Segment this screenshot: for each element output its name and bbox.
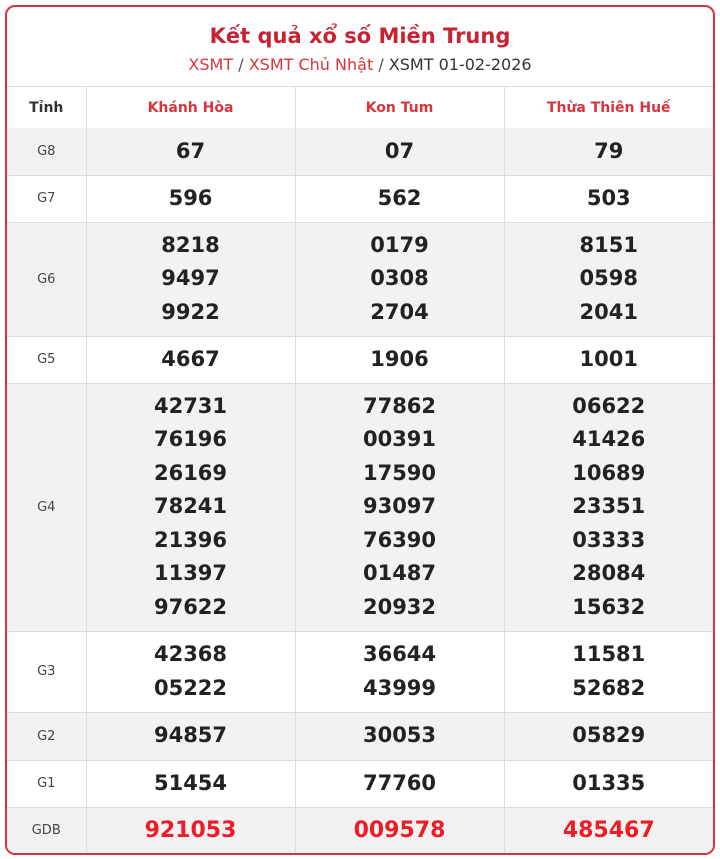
table-row bbox=[7, 631, 713, 712]
result-number: 42731 bbox=[153, 393, 228, 418]
result-number: 15632 bbox=[572, 594, 646, 619]
result-cell bbox=[504, 383, 713, 631]
result-cell bbox=[295, 631, 504, 712]
result-cell bbox=[504, 760, 713, 807]
result-number: 17590 bbox=[362, 460, 437, 485]
header-province-label: Tỉnh bbox=[7, 87, 86, 128]
table-row bbox=[7, 760, 713, 807]
results-body bbox=[7, 128, 713, 854]
result-number: 51454 bbox=[153, 770, 228, 795]
table-row bbox=[7, 383, 713, 631]
result-cell bbox=[504, 128, 713, 175]
prize-label: G8 bbox=[7, 128, 86, 175]
prize-label: G3 bbox=[7, 631, 86, 712]
result-number: 8151 bbox=[579, 232, 638, 257]
result-number: 1906 bbox=[370, 346, 429, 371]
result-number: 11397 bbox=[153, 561, 228, 586]
result-cell bbox=[295, 128, 504, 175]
result-number: 01335 bbox=[572, 770, 646, 795]
prize-label: G6 bbox=[7, 222, 86, 336]
result-number: 67 bbox=[175, 138, 206, 163]
result-cell bbox=[504, 631, 713, 712]
result-cell bbox=[504, 336, 713, 383]
result-number: 11581 bbox=[572, 642, 646, 666]
breadcrumb-link-xsmt[interactable]: XSMT bbox=[188, 55, 234, 74]
result-number: 43999 bbox=[362, 675, 437, 700]
result-number: 77862 bbox=[362, 393, 437, 418]
result-number: 2041 bbox=[579, 299, 638, 324]
results-card bbox=[5, 5, 715, 855]
result-number: 20932 bbox=[362, 594, 437, 619]
prize-label: G1 bbox=[7, 760, 86, 807]
prize-label: G5 bbox=[7, 336, 86, 383]
result-cell bbox=[295, 175, 504, 222]
result-number: 78241 bbox=[153, 494, 228, 519]
table-row bbox=[7, 807, 713, 854]
result-cell bbox=[295, 760, 504, 807]
result-cell bbox=[295, 712, 504, 760]
result-number: 562 bbox=[377, 185, 422, 210]
result-number: 36644 bbox=[362, 642, 437, 666]
result-number: 79 bbox=[594, 138, 624, 163]
result-cell bbox=[86, 631, 295, 712]
result-cell bbox=[86, 175, 295, 222]
result-number: 0179 bbox=[370, 232, 429, 257]
result-number: 41426 bbox=[572, 427, 646, 452]
breadcrumb-separator: / bbox=[378, 55, 384, 74]
result-cell bbox=[86, 222, 295, 336]
table-header-row bbox=[7, 87, 713, 128]
province-header-khanh-hoa[interactable]: Khánh Hòa bbox=[86, 87, 295, 128]
result-number: 94857 bbox=[153, 723, 228, 748]
result-number: 28084 bbox=[572, 561, 646, 586]
result-number: 07 bbox=[384, 138, 415, 163]
province-header-thua-thien-hue[interactable]: Thừa Thiên Huế bbox=[504, 87, 713, 128]
result-number: 0598 bbox=[579, 266, 638, 291]
result-cell bbox=[86, 760, 295, 807]
special-prize-number: 921053 bbox=[144, 818, 237, 843]
prize-label: G2 bbox=[7, 712, 86, 760]
result-number: 76196 bbox=[153, 427, 228, 452]
breadcrumb-current: XSMT 01-02-2026 bbox=[388, 55, 532, 74]
result-number: 0308 bbox=[370, 266, 429, 291]
result-cell bbox=[295, 336, 504, 383]
prize-label: GDB bbox=[7, 807, 86, 854]
result-cell bbox=[86, 807, 295, 854]
breadcrumb-link-xsmt-chu-nhat[interactable]: XSMT Chủ Nhật bbox=[248, 55, 374, 74]
province-header-kon-tum[interactable]: Kon Tum bbox=[295, 87, 504, 128]
result-cell bbox=[504, 807, 713, 854]
result-number: 21396 bbox=[153, 527, 228, 552]
result-cell bbox=[295, 807, 504, 854]
result-cell bbox=[86, 383, 295, 631]
result-number: 97622 bbox=[153, 594, 228, 619]
result-cell bbox=[86, 128, 295, 175]
result-number: 76390 bbox=[362, 527, 437, 552]
table-row bbox=[7, 128, 713, 175]
result-number: 4667 bbox=[161, 346, 220, 371]
result-cell bbox=[504, 175, 713, 222]
result-number: 1001 bbox=[579, 346, 638, 371]
result-number: 52682 bbox=[572, 675, 646, 700]
result-cell bbox=[86, 336, 295, 383]
special-prize-number: 485467 bbox=[562, 818, 655, 843]
result-number: 9922 bbox=[161, 299, 220, 324]
special-prize-number: 009578 bbox=[353, 818, 446, 843]
result-number: 93097 bbox=[362, 494, 437, 519]
result-number: 00391 bbox=[362, 427, 437, 452]
result-cell bbox=[295, 383, 504, 631]
result-number: 8218 bbox=[161, 232, 220, 257]
breadcrumb-separator: / bbox=[238, 55, 244, 74]
prize-label: G4 bbox=[7, 383, 86, 631]
result-number: 9497 bbox=[161, 266, 220, 291]
result-cell bbox=[295, 222, 504, 336]
result-number: 2704 bbox=[370, 299, 429, 324]
result-number: 06622 bbox=[572, 393, 646, 418]
result-number: 05222 bbox=[153, 675, 228, 700]
result-cell bbox=[504, 712, 713, 760]
result-cell bbox=[504, 222, 713, 336]
prize-label: G7 bbox=[7, 175, 86, 222]
results-header bbox=[7, 7, 713, 87]
result-number: 77760 bbox=[362, 770, 437, 795]
result-number: 23351 bbox=[572, 494, 646, 519]
result-number: 30053 bbox=[362, 723, 437, 748]
result-number: 26169 bbox=[153, 460, 228, 485]
table-row bbox=[7, 712, 713, 760]
results-table bbox=[7, 87, 713, 854]
table-row bbox=[7, 175, 713, 222]
result-number: 42368 bbox=[153, 642, 228, 666]
result-number: 596 bbox=[168, 185, 213, 210]
table-row bbox=[7, 336, 713, 383]
table-row bbox=[7, 222, 713, 336]
result-number: 01487 bbox=[362, 561, 437, 586]
result-number: 03333 bbox=[572, 527, 646, 552]
result-cell bbox=[86, 712, 295, 760]
result-number: 05829 bbox=[572, 723, 646, 748]
result-number: 10689 bbox=[572, 460, 646, 485]
breadcrumb bbox=[7, 54, 713, 76]
page-title: Kết quả xổ số Miền Trung bbox=[209, 24, 511, 48]
result-number: 503 bbox=[586, 185, 631, 210]
